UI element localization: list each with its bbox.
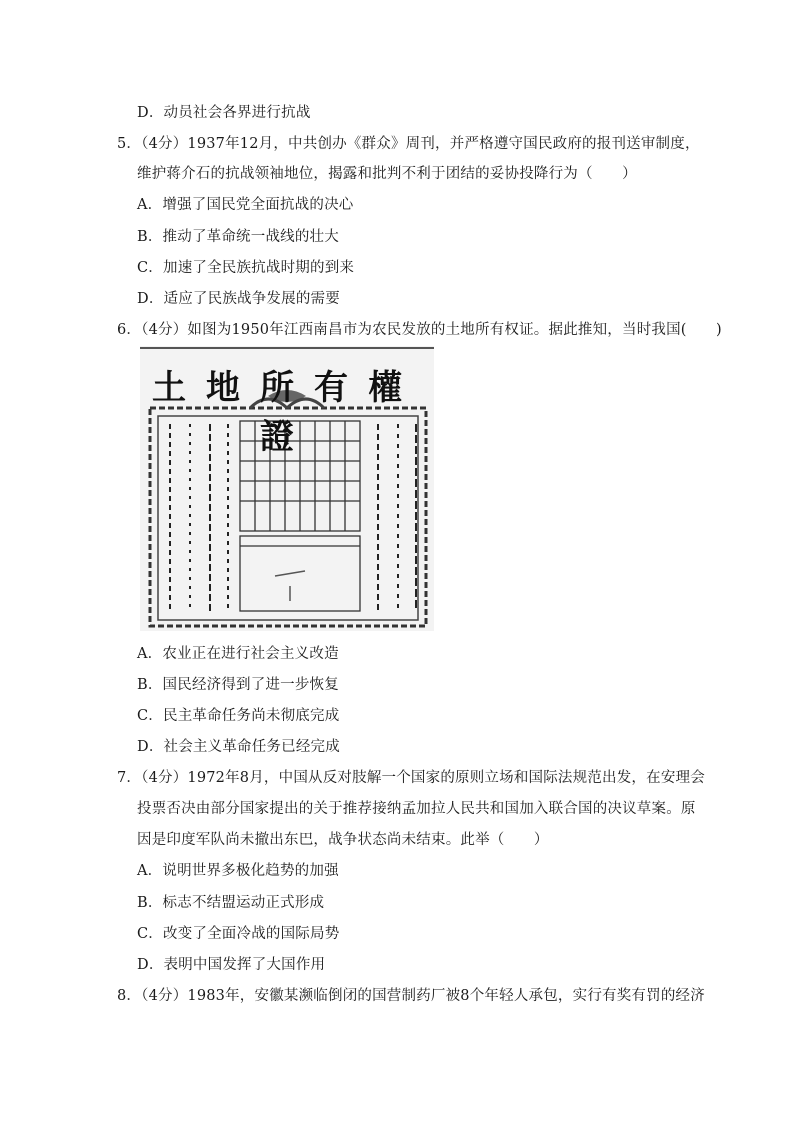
q7-option-a: A．说明世界多极化趋势的加强 xyxy=(137,863,339,879)
q6-option-b: B．国民经济得到了进一步恢复 xyxy=(137,677,339,693)
q7-option-d: D．表明中国发挥了大国作用 xyxy=(137,957,326,973)
certificate-title: 土地所有權證 xyxy=(152,368,422,457)
q7-stem-line3: 因是印度军队尚未撤出东巴，战争状态尚未结束。此举（ ） xyxy=(137,832,549,848)
land-certificate-image xyxy=(140,346,434,631)
q6-option-c: C．民主革命任务尚未彻底完成 xyxy=(137,708,340,724)
q7-stem-line2: 投票否决由部分国家提出的关于推荐接纳孟加拉人民共和国加入联合国的决议草案。原 xyxy=(137,801,696,817)
q6-stem-line1: 6．（4分）如图为1950年江西南昌市为农民发放的土地所有权证。据此推知，当时我国( ) xyxy=(117,322,722,338)
q7-option-c: C．改变了全面冷战的国际局势 xyxy=(137,926,340,942)
q6-option-a: A．农业正在进行社会主义改造 xyxy=(137,646,339,662)
q5-option-b: B．推动了革命统一战线的壮大 xyxy=(137,229,339,245)
q7-stem-line1: 7．（4分）1972年8月，中国从反对肢解一个国家的原则立场和国际法规范出发，在安理会 xyxy=(117,770,705,786)
q6-option-d: D．社会主义革命任务已经完成 xyxy=(137,739,340,755)
q5-option-c: C．加速了全民族抗战时期的到来 xyxy=(137,260,355,276)
q4-option-d: D．动员社会各界进行抗战 xyxy=(137,105,311,121)
q7-option-b: B．标志不结盟运动正式形成 xyxy=(137,895,325,911)
q5-stem-line2: 维护蒋介石的抗战领袖地位，揭露和批判不利于团结的妥协投降行为（ ） xyxy=(137,166,637,182)
q5-option-a: A．增强了国民党全面抗战的决心 xyxy=(137,197,354,213)
q5-option-d: D．适应了民族战争发展的需要 xyxy=(137,291,340,307)
q5-stem-line1: 5．（4分）1937年12月，中共创办《群众》周刊，并严格遵守国民政府的报刊送审制度， xyxy=(117,136,700,152)
q8-stem-line1: 8．（4分）1983年，安徽某濒临倒闭的国营制药厂被8个年轻人承包，实行有奖有罚的经济 xyxy=(117,988,705,1004)
